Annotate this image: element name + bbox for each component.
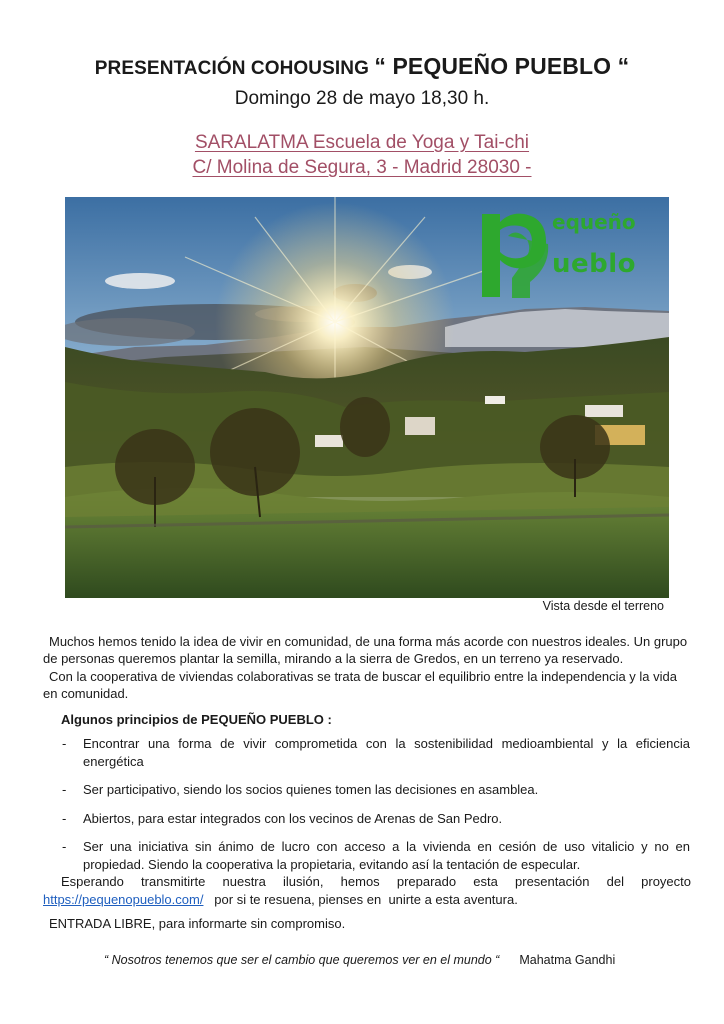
list-item — [62, 735, 690, 770]
venue-name-link[interactable]: SARALATMA Escuela de Yoga y Tai-chi — [194, 132, 530, 153]
title-project-name: “ PEQUEÑO PUEBLO “ — [374, 53, 630, 79]
bullet-dash: - — [62, 782, 67, 797]
bullet-dash: - — [62, 736, 67, 751]
bullet-dash: - — [62, 810, 67, 826]
photo-caption: Vista desde el terreno — [542, 599, 664, 613]
pequeno-pueblo-logo — [476, 208, 656, 303]
page-title — [0, 53, 724, 80]
list-item-text: Abiertos, para estar integrados con los vecinos de Arenas de San Pedro. — [83, 810, 503, 826]
principles-list — [62, 735, 690, 884]
logo-text-top: equeño — [552, 210, 636, 234]
closing-text-1: Esperando transmitirte nuestra ilusión, hemos preparado esta presentación del proyecto — [61, 874, 691, 889]
list-item-text: Ser una iniciativa sin ánimo de lucro con acceso a la vivienda en cesión de uso vitalicio y no en propiedad. Siendo la cooperativa la propietaria, evitando así la tentación de especular. — [83, 839, 690, 872]
quote-author: Mahatma Gandhi — [519, 953, 616, 967]
venue-block — [0, 130, 724, 180]
list-item-text: Encontrar una forma de vivir comprometida con la sostenibilidad medioambiental y la eficiencia energética — [83, 736, 690, 769]
event-date: Domingo 28 de mayo 18,30 h. — [234, 88, 490, 109]
list-item — [62, 838, 690, 873]
intro-paragraph-1: Muchos hemos tenido la idea de vivir en comunidad, de una forma más acorde con nuestros ideales. Un grupo de personas queremos plantar la semilla, mirando a la sierra de Gredos, en un terreno ya reservado. — [43, 634, 688, 666]
bullet-dash: - — [62, 839, 67, 854]
website-link[interactable]: https://pequenopueblo.com/ — [43, 891, 204, 907]
logo-p-mark-icon — [476, 208, 554, 303]
list-item — [62, 781, 690, 799]
closing-paragraph — [43, 873, 691, 908]
list-item — [62, 810, 690, 828]
quote-text: “ Nosotros tenemos que ser el cambio que queremos ver en el mundo “ — [104, 953, 500, 967]
quote — [104, 953, 615, 967]
free-entry-note: ENTRADA LIBRE, para informarte sin compromiso. — [49, 916, 346, 931]
title-prefix: PRESENTACIÓN COHOUSING — [94, 58, 375, 79]
venue-address-link[interactable]: C/ Molina de Segura, 3 - Madrid 28030 - — [192, 157, 532, 178]
principles-heading: Algunos principios de PEQUEÑO PUEBLO : — [61, 712, 332, 727]
list-item-text: Ser participativo, siendo los socios quienes tomen las decisiones en asamblea. — [83, 782, 539, 797]
logo-text-bottom: ueblo — [552, 249, 637, 279]
intro-paragraph-2: Con la cooperativa de viviendas colaborativas se trata de buscar el equilibrio entre la independencia y la vida en comunidad. — [43, 669, 677, 701]
closing-text-2: por si te resuena, pienses en unirte a esta aventura. — [203, 891, 518, 907]
